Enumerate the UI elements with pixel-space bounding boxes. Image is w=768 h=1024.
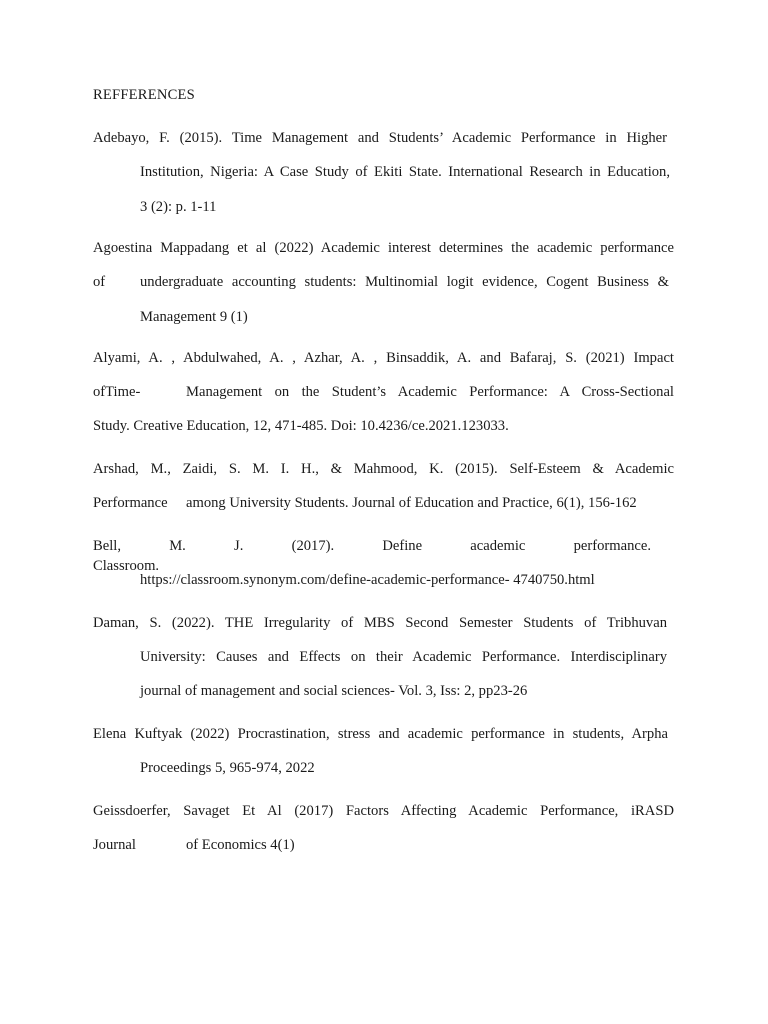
reference-line: Adebayo, F. (2015). Time Management and Students’ Academic Performance in Higher xyxy=(93,130,667,146)
reference-line: Bell, M. J. (2017). Define academic performance. Classroom. xyxy=(93,538,651,574)
reference-line: Daman, S. (2022). THE Irregularity of MBS Second Semester Students of Tribhuvan xyxy=(93,615,667,631)
reference-line: Study. Creative Education, 12, 471-485. Doi: 10.4236/ce.2021.123033. xyxy=(93,418,509,434)
reference-line: ofTime- xyxy=(93,384,141,400)
reference-line: Geissdoerfer, Savaget Et Al (2017) Factors Affecting Academic Performance, iRASD xyxy=(93,803,674,819)
reference-line: Journal xyxy=(93,837,136,853)
reference-line: of xyxy=(93,274,106,290)
reference-line: Performance xyxy=(93,495,168,511)
reference-line: 3 (2): p. 1-11 xyxy=(140,199,217,215)
reference-line: undergraduate accounting students: Multinomial logit evidence, Cogent Business & xyxy=(140,274,669,290)
reference-line: https://classroom.synonym.com/define-academic-performance- 4740750.html xyxy=(140,572,595,588)
reference-line: Proceedings 5, 965-974, 2022 xyxy=(140,760,315,776)
reference-line: among University Students. Journal of Education and Practice, 6(1), 156-162 xyxy=(186,495,637,511)
reference-line: of Economics 4(1) xyxy=(186,837,295,853)
reference-line: University: Causes and Effects on their Academic Performance. Interdisciplinary xyxy=(140,649,667,665)
reference-line: Management 9 (1) xyxy=(140,309,248,325)
reference-line: journal of management and social sciences- Vol. 3, Iss: 2, pp23-26 xyxy=(140,683,528,699)
reference-line: Agoestina Mappadang et al (2022) Academic interest determines the academic performance xyxy=(93,240,674,256)
reference-line: Alyami, A. , Abdulwahed, A. , Azhar, A. , Binsaddik, A. and Bafaraj, S. (2021) Impact xyxy=(93,350,674,366)
references-heading: REFFERENCES xyxy=(93,87,195,103)
reference-line: Arshad, M., Zaidi, S. M. I. H., & Mahmood, K. (2015). Self-Esteem & Academic xyxy=(93,461,674,477)
reference-line: Elena Kuftyak (2022) Procrastination, stress and academic performance in students, Arpha xyxy=(93,726,668,742)
reference-line: Management on the Student’s Academic Performance: A Cross-Sectional xyxy=(186,384,674,400)
reference-line: Institution, Nigeria: A Case Study of Ekiti State. International Research in Education, xyxy=(140,164,670,180)
